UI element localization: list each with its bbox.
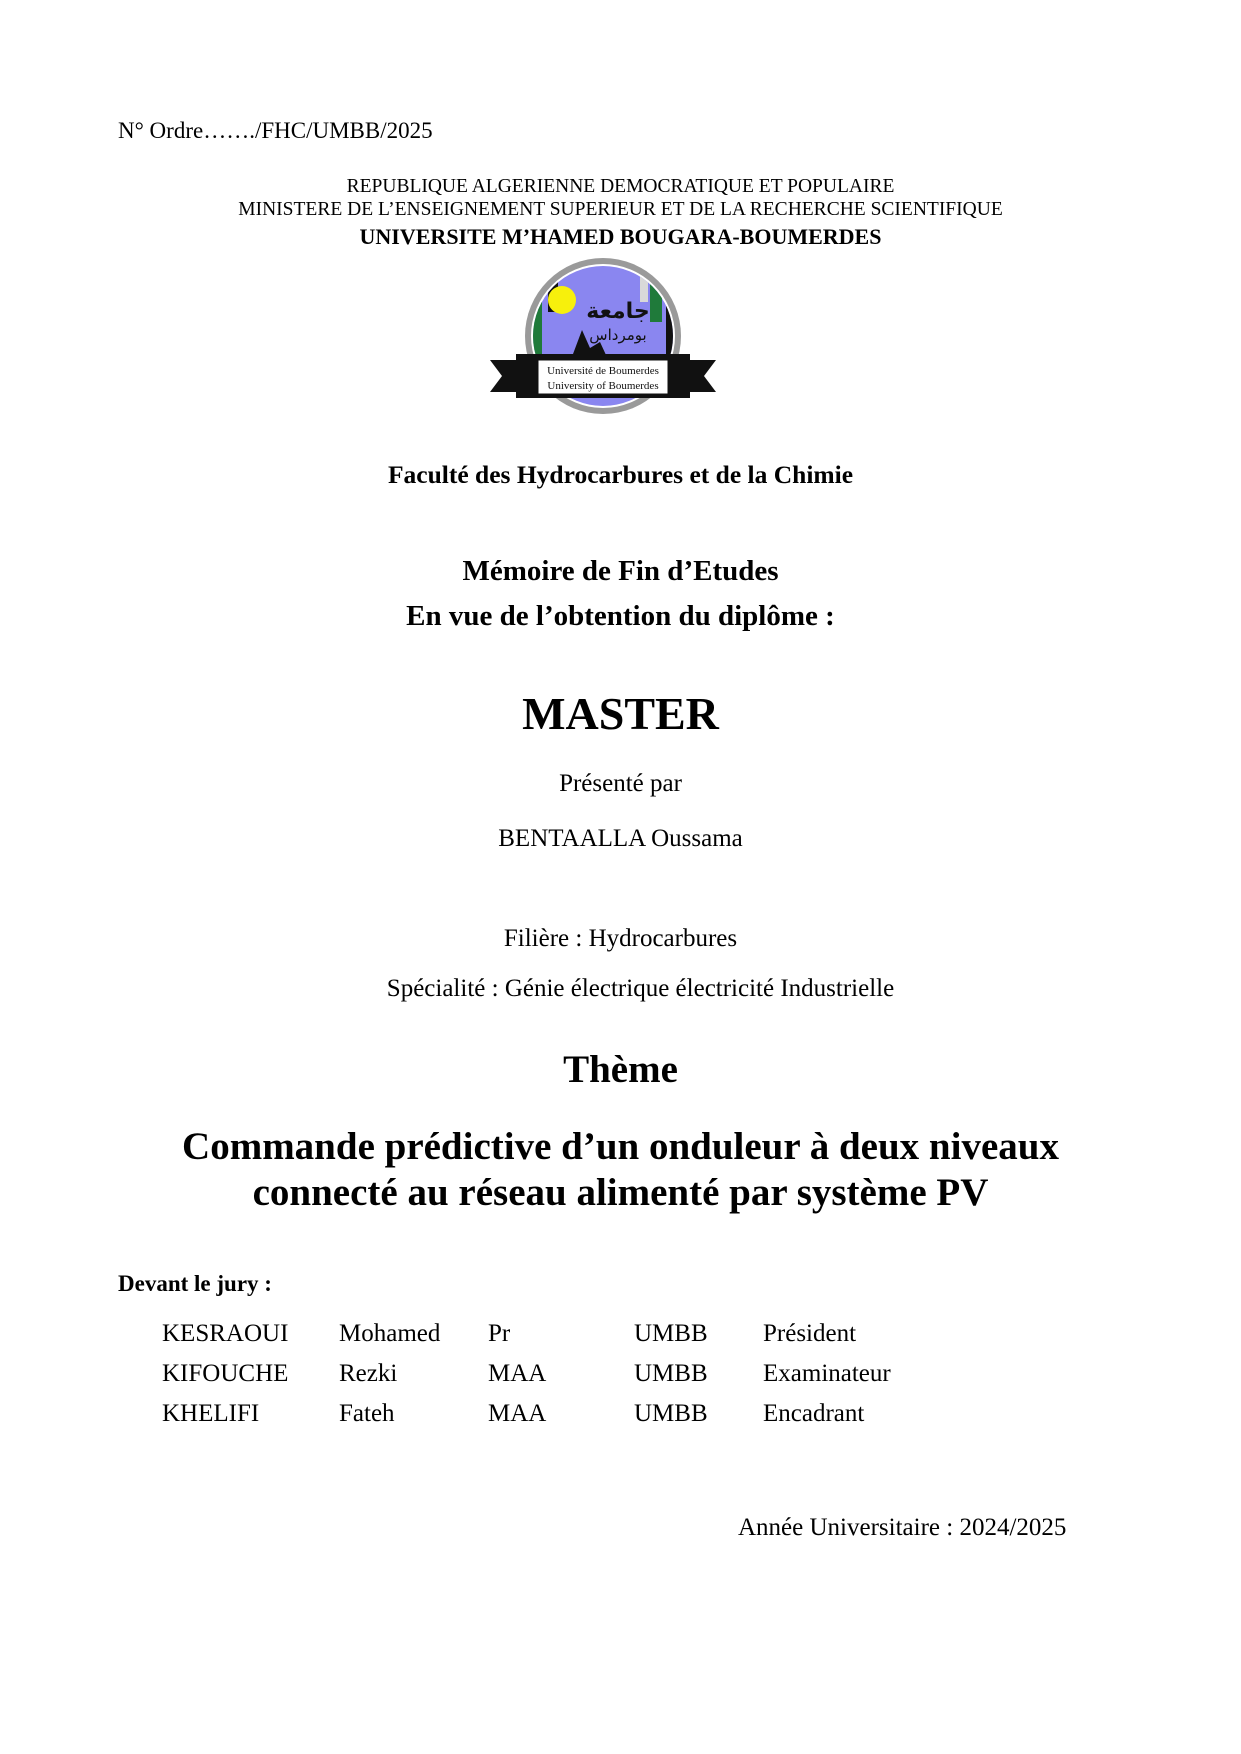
jury-first-name: Mohamed [339,1320,441,1347]
thesis-title-line2: connecté au réseau alimenté par système PV [252,1171,989,1214]
republic-heading: REPUBLIQUE ALGERIENNE DEMOCRATIQUE ET POPULAIRE [346,176,895,197]
jury-grade: MAA [488,1360,547,1387]
logo-arabic-line2: بومرداس [589,326,647,344]
faculty-name: Faculté des Hydrocarbures et de la Chimie [387,460,854,489]
jury-role: Examinateur [763,1360,891,1387]
jury-last-name: KIFOUCHE [162,1360,289,1387]
university-heading: UNIVERSITE M’HAMED BOUGARA-BOUMERDES [359,224,882,249]
jury-role: Président [763,1320,857,1347]
thesis-title-line1: Commande prédictive d’un onduleur à deux niveaux [182,1125,1059,1168]
order-number: N° Ordre……./FHC/UMBB/2025 [118,118,433,143]
thesis-type: Mémoire de Fin d’Etudes [462,555,779,587]
thesis-purpose: En vue de l’obtention du diplôme : [406,600,835,632]
logo-arabic-line1: جامعة [586,299,650,324]
jury-label: Devant le jury : [118,1271,272,1296]
jury-last-name: KESRAOUI [162,1320,289,1347]
jury-role: Encadrant [763,1400,865,1427]
jury-grade: Pr [488,1320,511,1347]
field-of-study: Filière : Hydrocarbures [503,925,738,952]
specialty: Spécialité : Génie électrique électricité Industrielle [386,975,895,1002]
logo-banner-en: University of Boumerdes [547,380,659,392]
jury-first-name: Fateh [339,1400,395,1427]
presented-by-label: Présenté par [559,770,682,797]
jury-grade: MAA [488,1400,547,1427]
logo-banner-fr: Université de Boumerdes [547,365,659,377]
ministry-heading: MINISTERE DE L’ENSEIGNEMENT SUPERIEUR ET DE LA RECHERCHE SCIENTIFIQUE [238,199,1003,220]
jury-institution: UMBB [634,1360,708,1387]
theme-label: Thème [563,1048,678,1091]
author-name: BENTAALLA Oussama [498,825,743,852]
jury-first-name: Rezki [339,1360,398,1387]
jury-institution: UMBB [634,1400,708,1427]
degree-title: MASTER [522,688,719,739]
university-logo [490,258,716,422]
jury-last-name: KHELIFI [162,1400,260,1427]
jury-institution: UMBB [634,1320,708,1347]
academic-year: Année Universitaire : 2024/2025 [738,1514,1067,1541]
university-logo-graphic [490,258,716,422]
